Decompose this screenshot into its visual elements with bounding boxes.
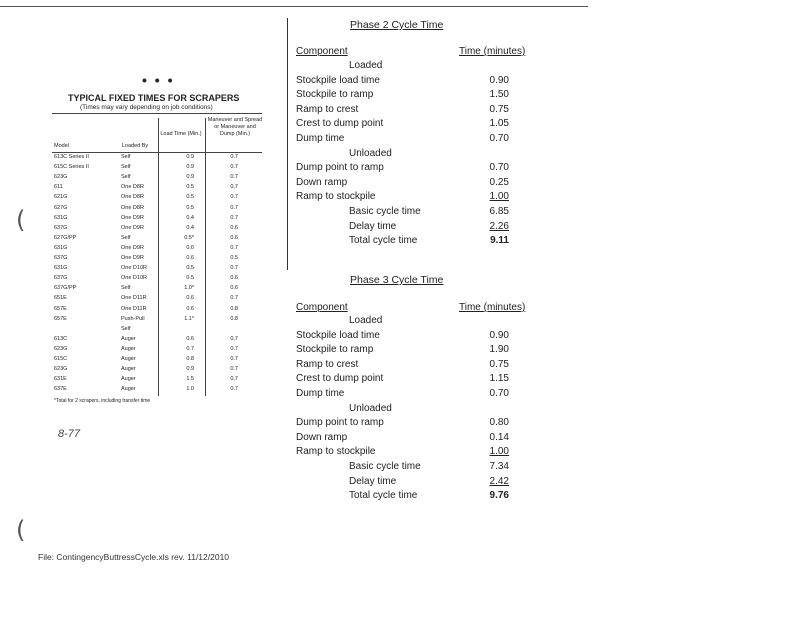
phase3-row-label: Crest to dump point [296, 373, 384, 385]
phase3-delay-label: Delay time [349, 475, 397, 487]
column-divider [287, 18, 288, 270]
phase2-row-value: 0.75 [489, 103, 509, 115]
phase3-loaded-label: Loaded [349, 315, 383, 326]
row-load-time: 0.4 [186, 214, 194, 221]
punch-hole-mark: ( [16, 516, 26, 544]
table-footnote: *Total for 2 scrapers, including transfer time [54, 398, 151, 404]
row-model: 623G [54, 345, 68, 352]
row-model: 637G/PP [54, 285, 77, 292]
row-model: 651E [54, 295, 67, 302]
row-model: 657E [54, 305, 67, 312]
row-maneuver: 0.7 [230, 174, 238, 181]
row-model: 631G [54, 214, 68, 221]
row-loaded-by: One D10R [121, 265, 147, 272]
bullet-dots: • • • [142, 72, 175, 88]
row-model: 611 [54, 184, 63, 191]
row-maneuver: 0.7 [230, 184, 238, 191]
row-loaded-by: One D9R [121, 255, 144, 261]
row-model: 621G [54, 194, 68, 201]
row-maneuver: 0.6 [230, 234, 238, 241]
scraper-table-subtitle: (Times may vary depending on job conditions) [80, 104, 213, 111]
phase2-total-value: 9.11 [490, 235, 509, 247]
row-load-time: 0.9 [186, 154, 194, 160]
phase2-row-value: 0.70 [489, 162, 509, 174]
header-load-time: Load Time (Min.) [160, 131, 202, 137]
row-maneuver: 0.6 [230, 285, 238, 292]
row-maneuver: 0.7 [230, 386, 238, 393]
row-maneuver: 0.7 [230, 265, 238, 272]
row-loaded-by: Self [121, 164, 131, 171]
phase2-row-label: Crest to dump point [296, 118, 384, 130]
row-model: 615C [54, 356, 68, 362]
header-model: Model [54, 143, 69, 149]
phase3-row-value: 1.90 [489, 344, 509, 356]
row-maneuver: 0.7 [230, 356, 238, 362]
row-model: 637G [54, 224, 68, 231]
top-rule [0, 6, 588, 7]
row-load-time: 0.9 [186, 164, 194, 171]
row-maneuver: 0.6 [230, 224, 238, 231]
row-load-time: 0.6 [186, 244, 194, 251]
phase3-row-label: Dump time [296, 388, 345, 399]
phase3-time-header: Time (minutes) [459, 302, 526, 313]
phase2-row-value: 0.25 [489, 176, 509, 188]
phase3-delay-value: 2.42 [489, 475, 509, 487]
row-maneuver: 0.7 [230, 154, 238, 160]
row-load-time: 0.6 [186, 295, 194, 302]
row-loaded-by: One D9R [121, 224, 144, 231]
phase2-delay-label: Delay time [349, 220, 397, 232]
row-load-time: 1.0 [186, 386, 194, 393]
punch-hole-mark: ( [16, 206, 26, 234]
row-load-time: 0.5 [186, 194, 194, 201]
row-maneuver: 0.7 [230, 366, 238, 373]
row-maneuver: 0.7 [230, 335, 238, 342]
row-maneuver: 0.8 [230, 305, 238, 312]
phase3-row-value: 0.90 [489, 329, 509, 341]
phase3-row-label: Ramp to stockpile [296, 446, 376, 458]
phase3-component-header: Component [296, 302, 348, 313]
phase3-row-value: 0.70 [489, 388, 509, 399]
scraper-table-title: TYPICAL FIXED TIMES FOR SCRAPERS [68, 93, 240, 103]
row-loaded-by: Self [121, 174, 131, 181]
row-loaded-by: Auger [121, 335, 136, 342]
phase2-row-label: Down ramp [296, 176, 348, 188]
row-load-time: 0.5 [186, 204, 194, 211]
row-maneuver: 0.7 [230, 345, 238, 352]
phase2-row-label: Ramp to crest [296, 103, 359, 115]
row-loaded-by: Auger [121, 386, 136, 393]
row-maneuver: 0.7 [230, 376, 238, 383]
phase2-row-label: Stockpile to ramp [296, 89, 374, 101]
row-load-time: 0.9 [186, 174, 194, 181]
row-loaded-by: One D8R [121, 194, 144, 201]
row-model: 627G [54, 204, 68, 211]
phase2-total-label: Total cycle time [349, 235, 418, 247]
row-loaded-by: Self [121, 234, 131, 241]
row-loaded-by: One D11R [121, 295, 147, 302]
row-model: 631G [54, 244, 68, 251]
phase3-basic-label: Basic cycle time [349, 461, 421, 472]
phase3-total-label: Total cycle time [349, 490, 418, 502]
row-maneuver: 0.8 [230, 315, 238, 322]
row-model: 637E [54, 386, 67, 393]
row-load-time: 0.6 [186, 335, 194, 342]
row-model: 637G [54, 255, 68, 261]
phase3-basic-value: 7.34 [489, 461, 509, 472]
header-loaded-by: Loaded By [121, 143, 149, 149]
phase3-unloaded-label: Unloaded [349, 402, 392, 414]
row-model: 613C Series II [54, 154, 89, 160]
row-maneuver: 0.6 [230, 275, 238, 282]
row-load-time: 0.6 [186, 255, 194, 261]
row-maneuver: 0.7 [230, 244, 238, 251]
row-loaded-by: One D10R [121, 275, 147, 282]
row-model: 637G [54, 275, 68, 282]
phase2-unloaded-label: Unloaded [349, 147, 392, 159]
table-col-rule-1 [158, 118, 159, 396]
phase2-time-header: Time (minutes) [459, 46, 526, 57]
row-loaded-by: Auger [121, 345, 136, 352]
phase3-row-value: 1.15 [489, 373, 509, 385]
phase2-row-label: Dump time [296, 133, 345, 144]
row-load-time: 0.5* [184, 234, 194, 241]
row-loaded-by: Push-Pull [121, 315, 145, 322]
row-loaded-by: One D8R [121, 184, 144, 191]
phase3-row-label: Down ramp [296, 431, 348, 443]
row-loaded-by: One D9R [121, 244, 144, 251]
row-maneuver: 0.7 [230, 204, 238, 211]
row-load-time: 0.9 [186, 366, 194, 373]
row-model: 623G [54, 174, 68, 181]
phase3-total-value: 9.76 [489, 490, 509, 502]
row-load-time: 0.5 [186, 184, 194, 191]
row-loaded-by: One D11R [121, 305, 147, 312]
phase2-row-label: Ramp to stockpile [296, 191, 376, 203]
row-loaded-by: Self [121, 285, 131, 292]
row-model: 657E [54, 315, 67, 322]
row-load-time: 0.5 [186, 265, 194, 272]
handwritten-note: 8-77 [58, 428, 81, 440]
phase2-row-value: 1.50 [489, 89, 509, 101]
row-load-time: 1.0* [184, 285, 194, 292]
phase2-row-value: 1.05 [489, 118, 509, 130]
row-load-time: 0.6 [186, 305, 194, 312]
row-loaded-by: Auger [121, 366, 136, 373]
row-maneuver: 0.5 [230, 255, 238, 261]
phase2-row-label: Stockpile load time [296, 74, 380, 86]
row-loaded-by: Self [121, 154, 131, 160]
phase2-loaded-label: Loaded [349, 60, 383, 71]
row-maneuver: 0.7 [230, 194, 238, 201]
row-load-time: 0.7 [186, 345, 194, 352]
row-loaded-by: One D9R [121, 214, 144, 221]
phase3-row-label: Ramp to crest [296, 358, 359, 370]
phase3-row-value: 0.75 [489, 358, 509, 370]
phase2-delay-value: 2.26 [489, 220, 509, 232]
phase3-title: Phase 3 Cycle Time [350, 274, 444, 286]
phase2-row-label: Dump point to ramp [296, 162, 384, 174]
phase3-row-label: Stockpile to ramp [296, 344, 374, 356]
row-model: 631E [54, 376, 67, 383]
row-load-time: 0.5 [186, 275, 194, 282]
phase3-row-value: 1.00 [489, 446, 509, 458]
row-loaded-by: Self [121, 325, 131, 332]
phase2-basic-value: 6.85 [489, 206, 509, 217]
row-loaded-by: Auger [121, 356, 136, 362]
row-model: 623G [54, 366, 68, 373]
phase3-row-value: 0.14 [489, 431, 509, 443]
row-maneuver: 0.7 [230, 214, 238, 221]
table-header-rule [52, 152, 262, 153]
table-top-rule [52, 113, 262, 114]
phase2-row-value: 0.70 [489, 133, 509, 144]
row-model: 613C [54, 335, 68, 342]
phase2-row-value: 0.90 [489, 74, 509, 86]
phase3-row-label: Stockpile load time [296, 329, 380, 341]
phase3-row-value: 0.80 [489, 417, 509, 429]
row-loaded-by: One D8R [121, 204, 144, 211]
row-loaded-by: Auger [121, 376, 136, 383]
phase2-title: Phase 2 Cycle Time [350, 19, 444, 31]
header-maneuver: Maneuver and Spread or Maneuver and Dump (Min.) [207, 117, 263, 137]
row-load-time: 1.5 [186, 376, 194, 383]
row-model: 627G/PP [54, 234, 77, 241]
phase2-component-header: Component [296, 46, 348, 57]
phase2-basic-label: Basic cycle time [349, 206, 421, 217]
row-load-time: 1.1* [184, 315, 194, 322]
row-load-time: 0.8 [186, 356, 194, 362]
table-col-rule-2 [205, 118, 206, 396]
row-model: 615C Series II [54, 164, 89, 171]
file-footer: File: ContingencyButtressCycle.xls rev. 11/12/2010 [38, 552, 230, 562]
row-model: 631G [54, 265, 68, 272]
row-maneuver: 0.7 [230, 164, 238, 171]
row-maneuver: 0.7 [230, 295, 238, 302]
phase2-row-value: 1.00 [489, 191, 509, 203]
row-load-time: 0.4 [186, 224, 194, 231]
phase3-row-label: Dump point to ramp [296, 417, 384, 429]
